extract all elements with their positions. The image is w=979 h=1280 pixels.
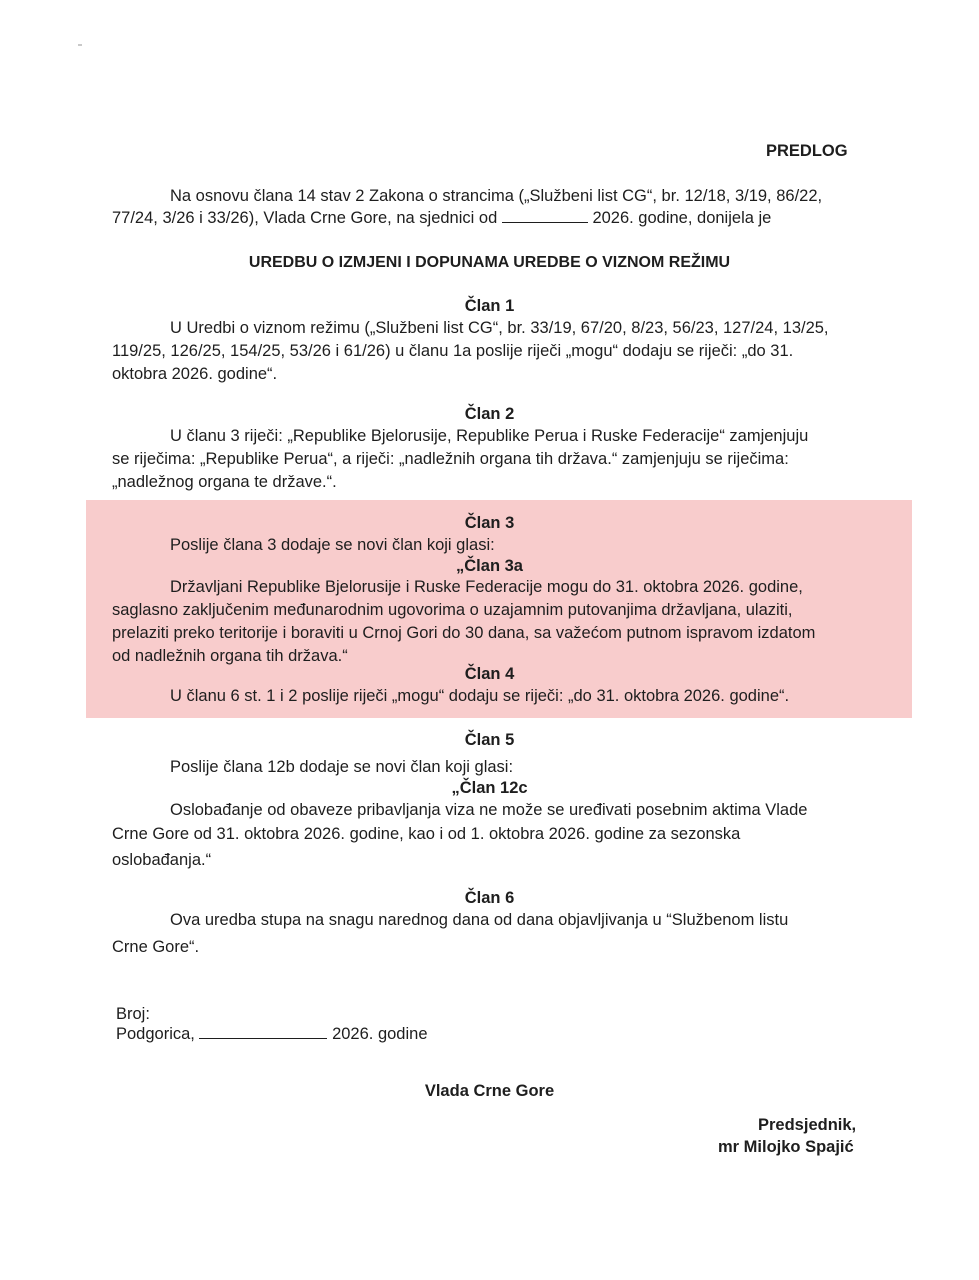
- preamble-line-2: [112, 208, 771, 229]
- government-name: Vlada Crne Gore: [424, 1082, 555, 1100]
- article-12c-line-1: Oslobađanje od obaveze pribavljanja viza ne može se uređivati posebnim aktima Vlade: [170, 801, 808, 819]
- preamble-line-1: [170, 186, 852, 207]
- article-3a-line-2: saglasno zaključenim međunarodnim ugovorima o uzajamnim putovanjima državljana, ulaziti,: [112, 601, 793, 619]
- preamble-text-1: Na osnovu člana 14 stav 2 Zakona o strancima („Službeni list CG“, br. 12/18, 3/19, 86/22,: [170, 187, 823, 205]
- article-3-intro: Poslije člana 3 dodaje se novi član koji glasi:: [170, 536, 495, 554]
- article-3a-line-1: Državljani Republike Bjelorusije i Ruske Federacije mogu do 31. oktobra 2026. godine,: [170, 578, 803, 596]
- scan-speck: [78, 44, 82, 46]
- signatory-role: Predsjednik,: [758, 1116, 857, 1134]
- article-6-heading: Član 6: [464, 889, 515, 907]
- proposal-label: PREDLOG: [766, 142, 848, 160]
- article-4-heading: Član 4: [464, 665, 515, 683]
- article-1-heading: Član 1: [464, 297, 515, 315]
- article-4-line-1: U članu 6 st. 1 i 2 poslije riječi „mogu“ dodaju se riječi: „do 31. oktobra 2026. godine“.: [170, 687, 790, 705]
- article-2-line-2: se riječima: „Republike Perua“, a riječi: „nadležnih organa tih država.“ zamjenjuju se riječima:: [112, 450, 789, 468]
- document-title: UREDBU O IZMJENI I DOPUNAMA UREDBE O VIZNOM REŽIMU: [248, 254, 731, 271]
- place-label: Podgorica,: [116, 1025, 195, 1043]
- date-blank-line-footer: [199, 1024, 327, 1039]
- article-3a-line-3: prelaziti preko teritorije i boraviti u Crnoj Gori do 30 dana, sa važećom putnom ispravom izdatom: [112, 624, 816, 642]
- article-12c-heading: „Član 12c: [451, 779, 528, 797]
- article-3-heading: Član 3: [464, 514, 515, 532]
- article-6-line-2: Crne Gore“.: [112, 938, 200, 956]
- article-2-line-3: „nadležnog organa te države.“.: [112, 473, 337, 491]
- place-date-line: [116, 1024, 428, 1045]
- document-number-label: Broj:: [116, 1005, 150, 1023]
- article-2-heading: Član 2: [464, 405, 515, 423]
- preamble-text-2b: 2026. godine, donijela je: [592, 209, 772, 227]
- year-label: 2026. godine: [332, 1025, 428, 1043]
- article-1-line-2: 119/25, 126/25, 154/25, 53/26 i 61/26) u članu 1a poslije riječi „mogu“ dodaju se riječi: „do 31.: [112, 342, 794, 360]
- article-2-line-1: U članu 3 riječi: „Republike Bjelorusije, Republike Perua i Ruske Federacije“ zamjenjuju: [170, 427, 809, 445]
- signatory-name: mr Milojko Spajić: [718, 1138, 854, 1156]
- article-12c-line-2: Crne Gore od 31. oktobra 2026. godine, kao i od 1. oktobra 2026. godine za sezonska: [112, 825, 741, 843]
- article-5-intro: Poslije člana 12b dodaje se novi član koji glasi:: [170, 758, 514, 776]
- article-5-heading: Član 5: [464, 731, 515, 749]
- article-1-line-1: U Uredbi o viznom režimu („Službeni list CG“, br. 33/19, 67/20, 8/23, 56/23, 127/24, 13/25,: [170, 319, 829, 337]
- article-12c-line-3: oslobađanja.“: [112, 851, 212, 869]
- article-3a-heading: „Član 3a: [456, 557, 523, 575]
- article-1-line-3: oktobra 2026. godine“.: [112, 365, 278, 383]
- preamble-text-2a: 77/24, 3/26 i 33/26), Vlada Crne Gore, na sjednici od: [112, 209, 498, 227]
- article-6-line-1: Ova uredba stupa na snagu narednog dana od dana objavljivanja u “Službenom listu: [170, 911, 789, 929]
- date-blank-line: [502, 208, 588, 223]
- article-3a-line-4: od nadležnih organa tih država.“: [112, 647, 348, 665]
